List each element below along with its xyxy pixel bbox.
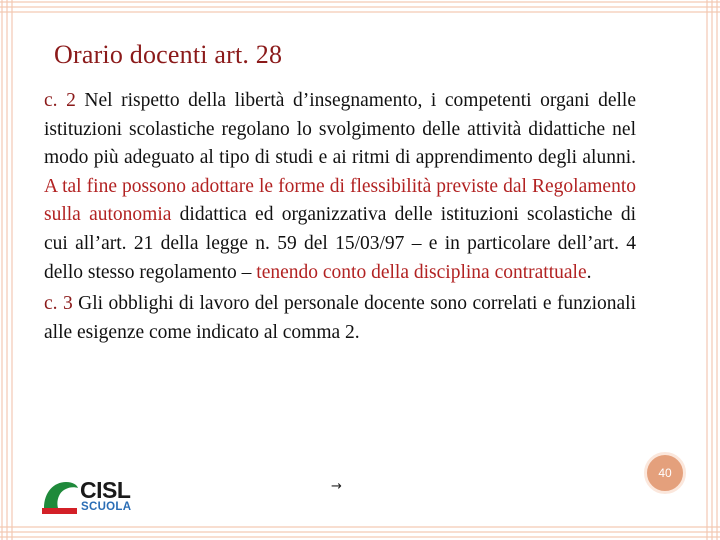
logo-subtitle: SCUOLA (81, 501, 132, 513)
comma-2-highlight-b: tenendo conto della disciplina contrattuale (256, 261, 587, 283)
comma-2-text-end: . (586, 261, 592, 283)
comma-3-text: Gli obblighi di lavoro del personale docente sono correlati e funzionali alle esigenze come indicato al comma 2. (44, 293, 636, 343)
comma-2-text-a: Nel rispetto della libertà d’insegnamento, i competenti organi delle istituzioni scolastiche regolano lo svolgimento delle attività didattiche nel modo più adeguato al tipo di studi e ai ritmi di apprendimento degli alunni. (44, 90, 637, 169)
slide-body (44, 87, 636, 347)
slide-title: Orario docenti art. 28 (54, 40, 283, 69)
arrow-right-icon: → (331, 479, 342, 494)
comma-3-label: c. 3 (44, 293, 73, 315)
logo-name: CISL (80, 477, 131, 503)
comma-2-text-c: didattica ed organizzativa delle istituzioni scolastiche di cui all’art. 21 della legge n. 59 del 15/03/97 – e in particolare dell’art. 4 dello stesso regolamento – (44, 204, 636, 283)
page-number-badge: 40 (644, 452, 686, 494)
paragraph-comma-2 (44, 87, 636, 287)
comma-2-label: c. 2 (44, 90, 76, 111)
comma-2-highlight-a: A tal fine possono adottare le forme di flessibilità previste dal Regolamento sulla autonomia (44, 175, 636, 226)
paragraph-comma-3 (44, 290, 636, 347)
